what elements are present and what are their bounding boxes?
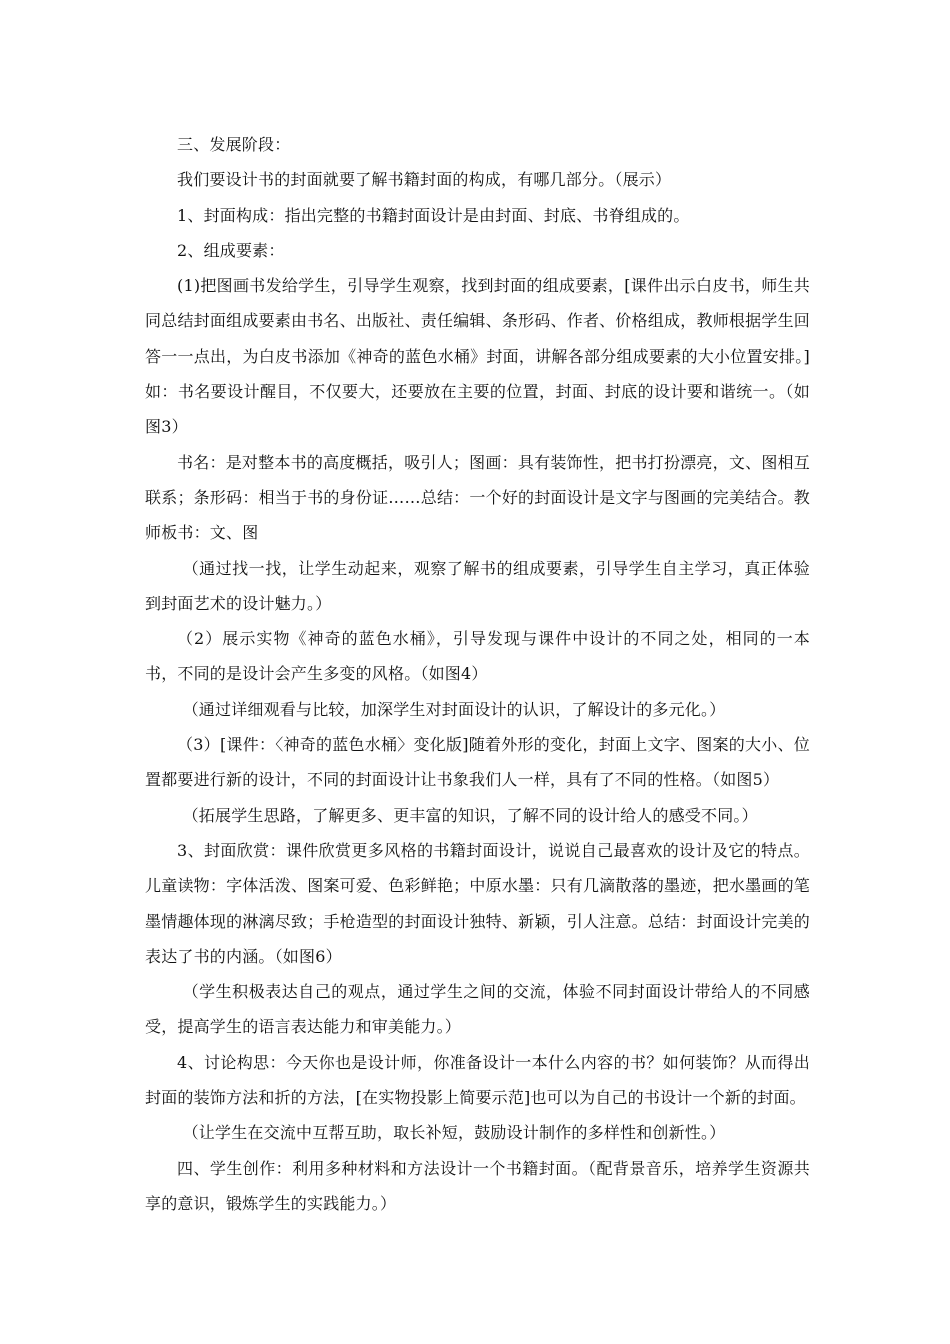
paragraph-note-4: （学生积极表达自己的观点，通过学生之间的交流，体验不同封面设计带给人的不同感受，提高学生的语言表达能力和审美能力。） (145, 982, 810, 1037)
section-heading-development-stage: 三、发展阶段： (177, 135, 291, 154)
paragraph-note-1: （通过找一找，让学生动起来，观察了解书的组成要素，引导学生自主学习，真正体验到封面艺术的设计魅力。） (145, 558, 810, 613)
paragraph-cover-composition: 1、封面构成：指出完整的书籍封面设计是由封面、封底、书脊组成的。 (177, 205, 690, 225)
paragraph-step-2: （2）展示实物《神奇的蓝色水桶》，引导发现与课件中设计的不同之处，相同的一本书，不同的是设计会产生多变的风格。（如图4） (145, 629, 810, 684)
paragraph-note-5: （让学生在交流中互帮互助，取长补短，鼓励设计制作的多样性和创新性。） (182, 1123, 726, 1143)
paragraph-student-creation: 四、学生创作：利用多种材料和方法设计一个书籍封面。（配背景音乐，培养学生资源共享的意识，锻炼学生的实践能力。） (145, 1158, 810, 1213)
paragraph-note-2: （通过详细观看与比较，加深学生对封面设计的认识，了解设计的多元化。） (182, 699, 726, 719)
paragraph-step-3: （3）[课件：〈神奇的蓝色水桶〉变化版]随着外形的变化，封面上文字、图案的大小、位置都要进行新的设计，不同的封面设计让书象我们人一样，具有了不同的性格。（如图5） (145, 735, 810, 790)
paragraph-elements-heading: 2、组成要素： (177, 240, 285, 260)
paragraph-book-title-explanation: 书名：是对整本书的高度概括，吸引人；图画：具有装饰性，把书打扮漂亮，文、图相互联系；条形码：相当于书的身份证……总结：一个好的封面设计是文字与图画的完美结合。教师板书：文、图 (145, 452, 810, 543)
document-body (145, 127, 810, 1221)
paragraph-step-1: (1)把图画书发给学生，引导学生观察，找到封面的组成要素，[课件出示白皮书，师生共同总结封面组成要素由书名、出版社、责任编辑、条形码、作者、价格组成，教师根据学生回答一一点出，为白皮书添加《神奇的蓝色水桶》封面，讲解各部分组成要素的大小位置安排。]如：书名要设计醒目，不仅要大，还要放在主要的位置，封面、封底的设计要和谐统一。（如图3） (145, 276, 810, 437)
paragraph-intro: 我们要设计书的封面就要了解书籍封面的构成，有哪几部分。（展示） (177, 170, 672, 190)
paragraph-note-3: （拓展学生思路，了解更多、更丰富的知识，了解不同的设计给人的感受不同。） (182, 805, 758, 825)
paragraph-cover-appreciation: 3、封面欣赏：课件欣赏更多风格的书籍封面设计，说说自己最喜欢的设计及它的特点。儿童读物：字体活泼、图案可爱、色彩鲜艳；中原水墨：只有几滴散落的墨迹，把水墨画的笔墨情趣体现的淋漓尽致；手枪造型的封面设计独特、新颖，引人注意。总结：封面设计完美的表达了书的内涵。（如图6） (145, 840, 810, 966)
paragraph-discussion: 4、讨论构思：今天你也是设计师，你准备设计一本什么内容的书？如何装饰？从而得出封面的装饰方法和折的方法，[在实物投影上简要示范]也可以为自己的书设计一个新的封面。 (145, 1052, 810, 1108)
